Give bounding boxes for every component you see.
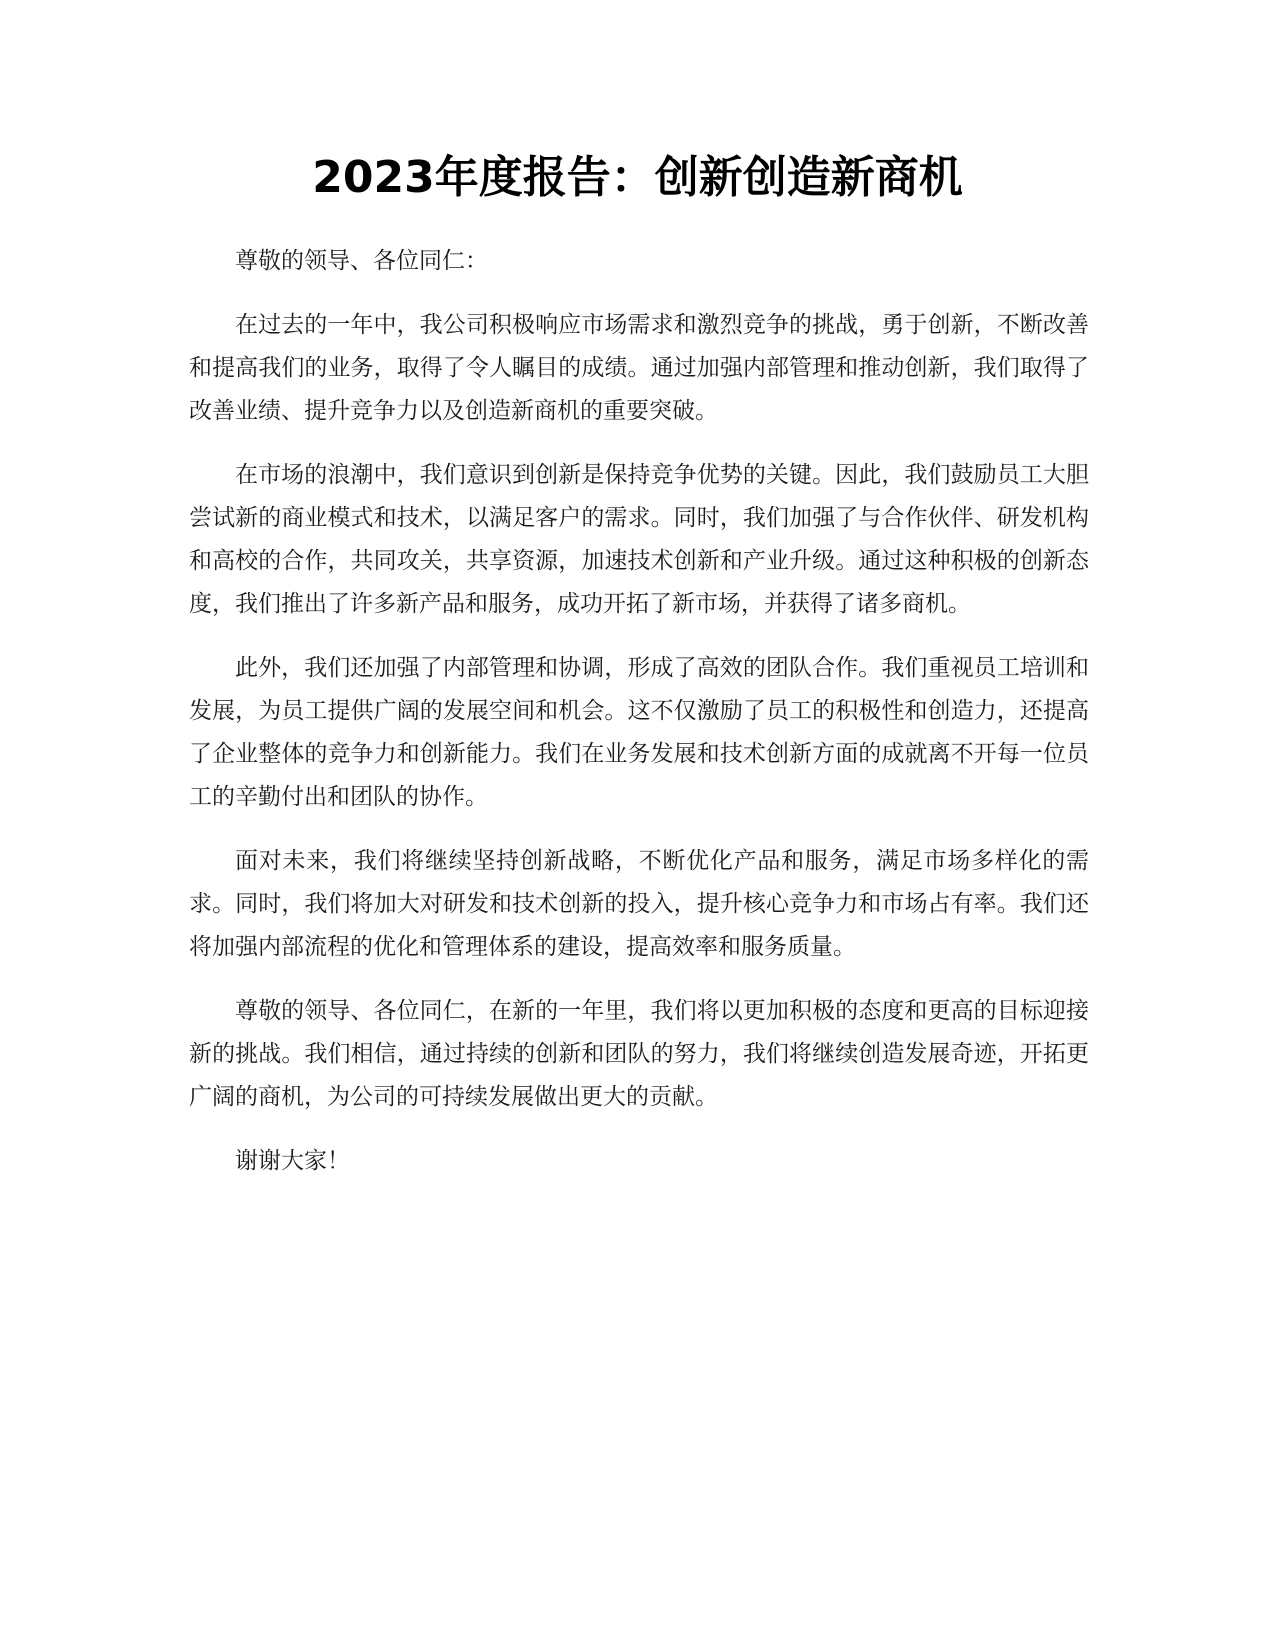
paragraph: 此外，我们还加强了内部管理和协调，形成了高效的团队合作。我们重视员工培训和发展，为员工提供广阔的发展空间和机会。这不仅激励了员工的积极性和创造力，还提高了企业整体的竞争力和创新能力。我们在业务发展和技术创新方面的成就离不开每一位员工的辛勤付出和团队的协作。 <box>189 655 1089 810</box>
paragraph: 尊敬的领导、各位同仁，在新的一年里，我们将以更加积极的态度和更高的目标迎接新的挑战。我们相信，通过持续的创新和团队的努力，我们将继续创造发展奇迹，开拓更广阔的商机，为公司的可持续发展做出更大的贡献。 <box>189 998 1089 1110</box>
document-body <box>189 240 1089 1204</box>
closing: 谢谢大家！ <box>235 1148 350 1174</box>
paragraph: 在过去的一年中，我公司积极响应市场需求和激烈竞争的挑战，勇于创新，不断改善和提高我们的业务，取得了令人瞩目的成绩。通过加强内部管理和推动创新，我们取得了改善业绩、提升竞争力以及创造新商机的重要突破。 <box>189 312 1089 424</box>
paragraph: 面对未来，我们将继续坚持创新战略，不断优化产品和服务，满足市场多样化的需求。同时，我们将加大对研发和技术创新的投入，提升核心竞争力和市场占有率。我们还将加强内部流程的优化和管理体系的建设，提高效率和服务质量。 <box>189 848 1089 960</box>
document-title: 2023年度报告：创新创造新商机 <box>312 152 963 203</box>
paragraph: 在市场的浪潮中，我们意识到创新是保持竞争优势的关键。因此，我们鼓励员工大胆尝试新的商业模式和技术，以满足客户的需求。同时，我们加强了与合作伙伴、研发机构和高校的合作，共同攻关，共享资源，加速技术创新和产业升级。通过这种积极的创新态度，我们推出了许多新产品和服务，成功开拓了新市场，并获得了诸多商机。 <box>189 462 1089 617</box>
salutation: 尊敬的领导、各位同仁： <box>235 248 488 274</box>
